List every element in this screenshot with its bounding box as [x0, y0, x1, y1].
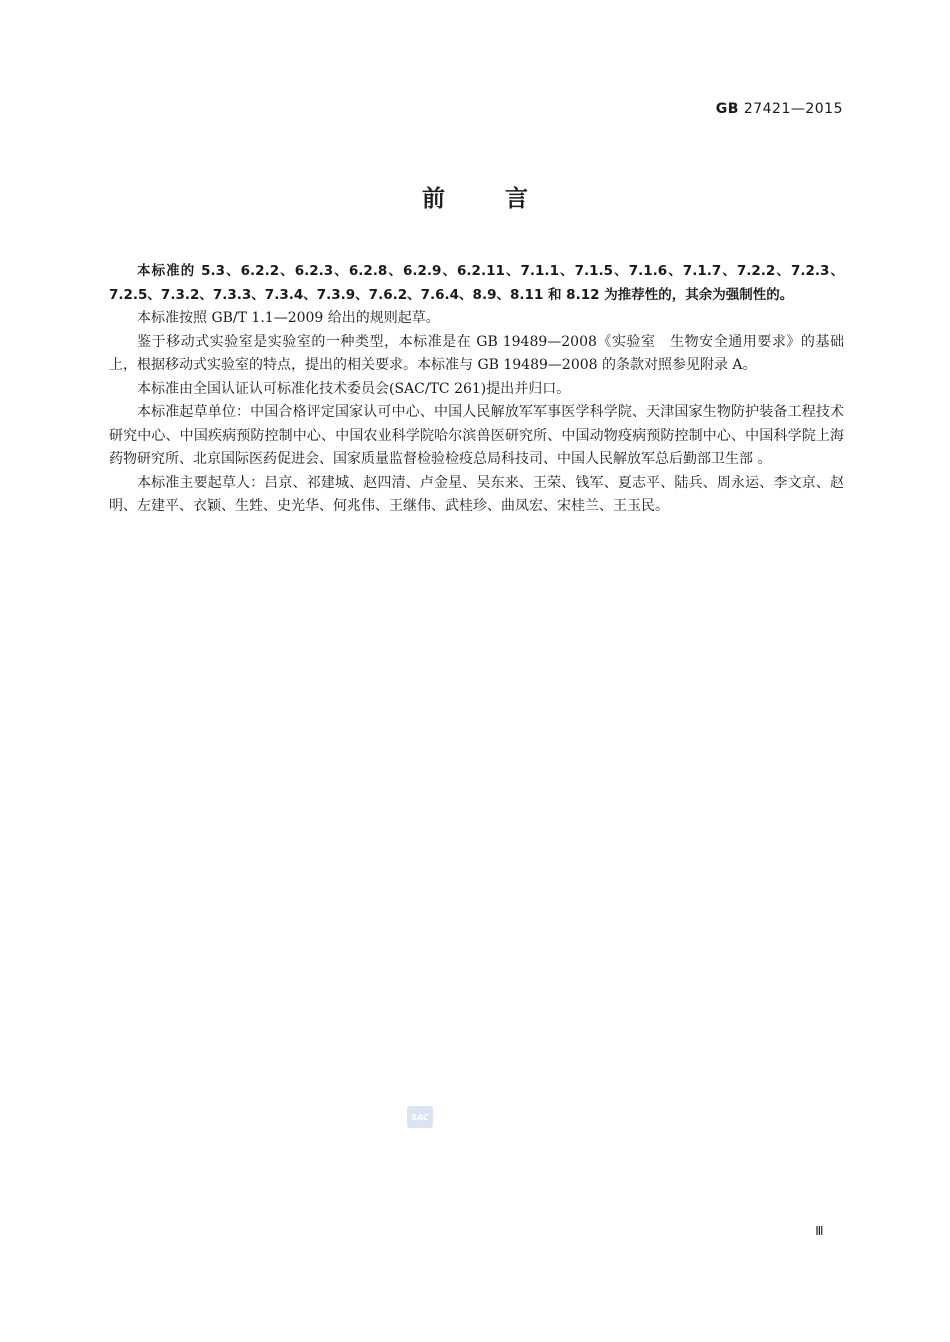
standard-prefix: GB: [715, 101, 739, 117]
paragraph-basis: 鉴于移动式实验室是实验室的一种类型，本标准是在 GB 19489—2008《实验室 生物安全通用要求》的基础上，根据移动式实验室的特点，提出的相关要求。本标准与 GB 19489—2008 的条款对照参见附录 A。: [109, 333, 844, 373]
paragraph-drafting-rules: 本标准按照 GB/T 1.1—2009 给出的规则起草。: [137, 310, 440, 326]
paragraph-proposer: 本标准由全国认证认可标准化技术委员会(SAC/TC 261)提出并归口。: [137, 380, 571, 397]
standard-number: 27421—2015: [743, 101, 843, 117]
page-title: 前言: [422, 186, 588, 212]
foreword-body: [109, 260, 844, 519]
standard-code: [716, 101, 843, 117]
paragraph-recommended-clauses: 本标准的 5.3、6.2.2、6.2.3、6.2.8、6.2.9、6.2.11、7.1.1、7.1.5、7.1.6、7.1.7、7.2.2、7.2.3、7.2.5、7.3.2、7.3.3、7.3.4、7.3.9、7.6.2、7.6.4、8.9、8.11 和 8.12 为推荐性的，其余为强制性的。: [109, 263, 844, 303]
paragraph-drafters: 本标准主要起草人：吕京、祁建城、赵四清、卢金星、吴东来、王荣、钱军、夏志平、陆兵、周永运、李文京、赵明、左建平、衣颖、生甡、史光华、何兆伟、王继伟、武桂珍、曲凤宏、宋桂兰、王玉民。: [109, 474, 844, 514]
sac-watermark-logo: [407, 1106, 433, 1128]
page-number: Ⅲ: [815, 1224, 823, 1238]
paragraph-drafting-units: 本标准起草单位：中国合格评定国家认可中心、中国人民解放军军事医学科学院、天津国家生物防护装备工程技术研究中心、中国疾病预防控制中心、中国农业科学院哈尔滨兽医研究所、中国动物疫病预防控制中心、中国科学院上海药物研究所、北京国际医药促进会、国家质量监督检验检疫总局科技司、中国人民解放军总后勤部卫生部 。: [109, 404, 844, 467]
watermark-text: SAC: [411, 1112, 429, 1122]
